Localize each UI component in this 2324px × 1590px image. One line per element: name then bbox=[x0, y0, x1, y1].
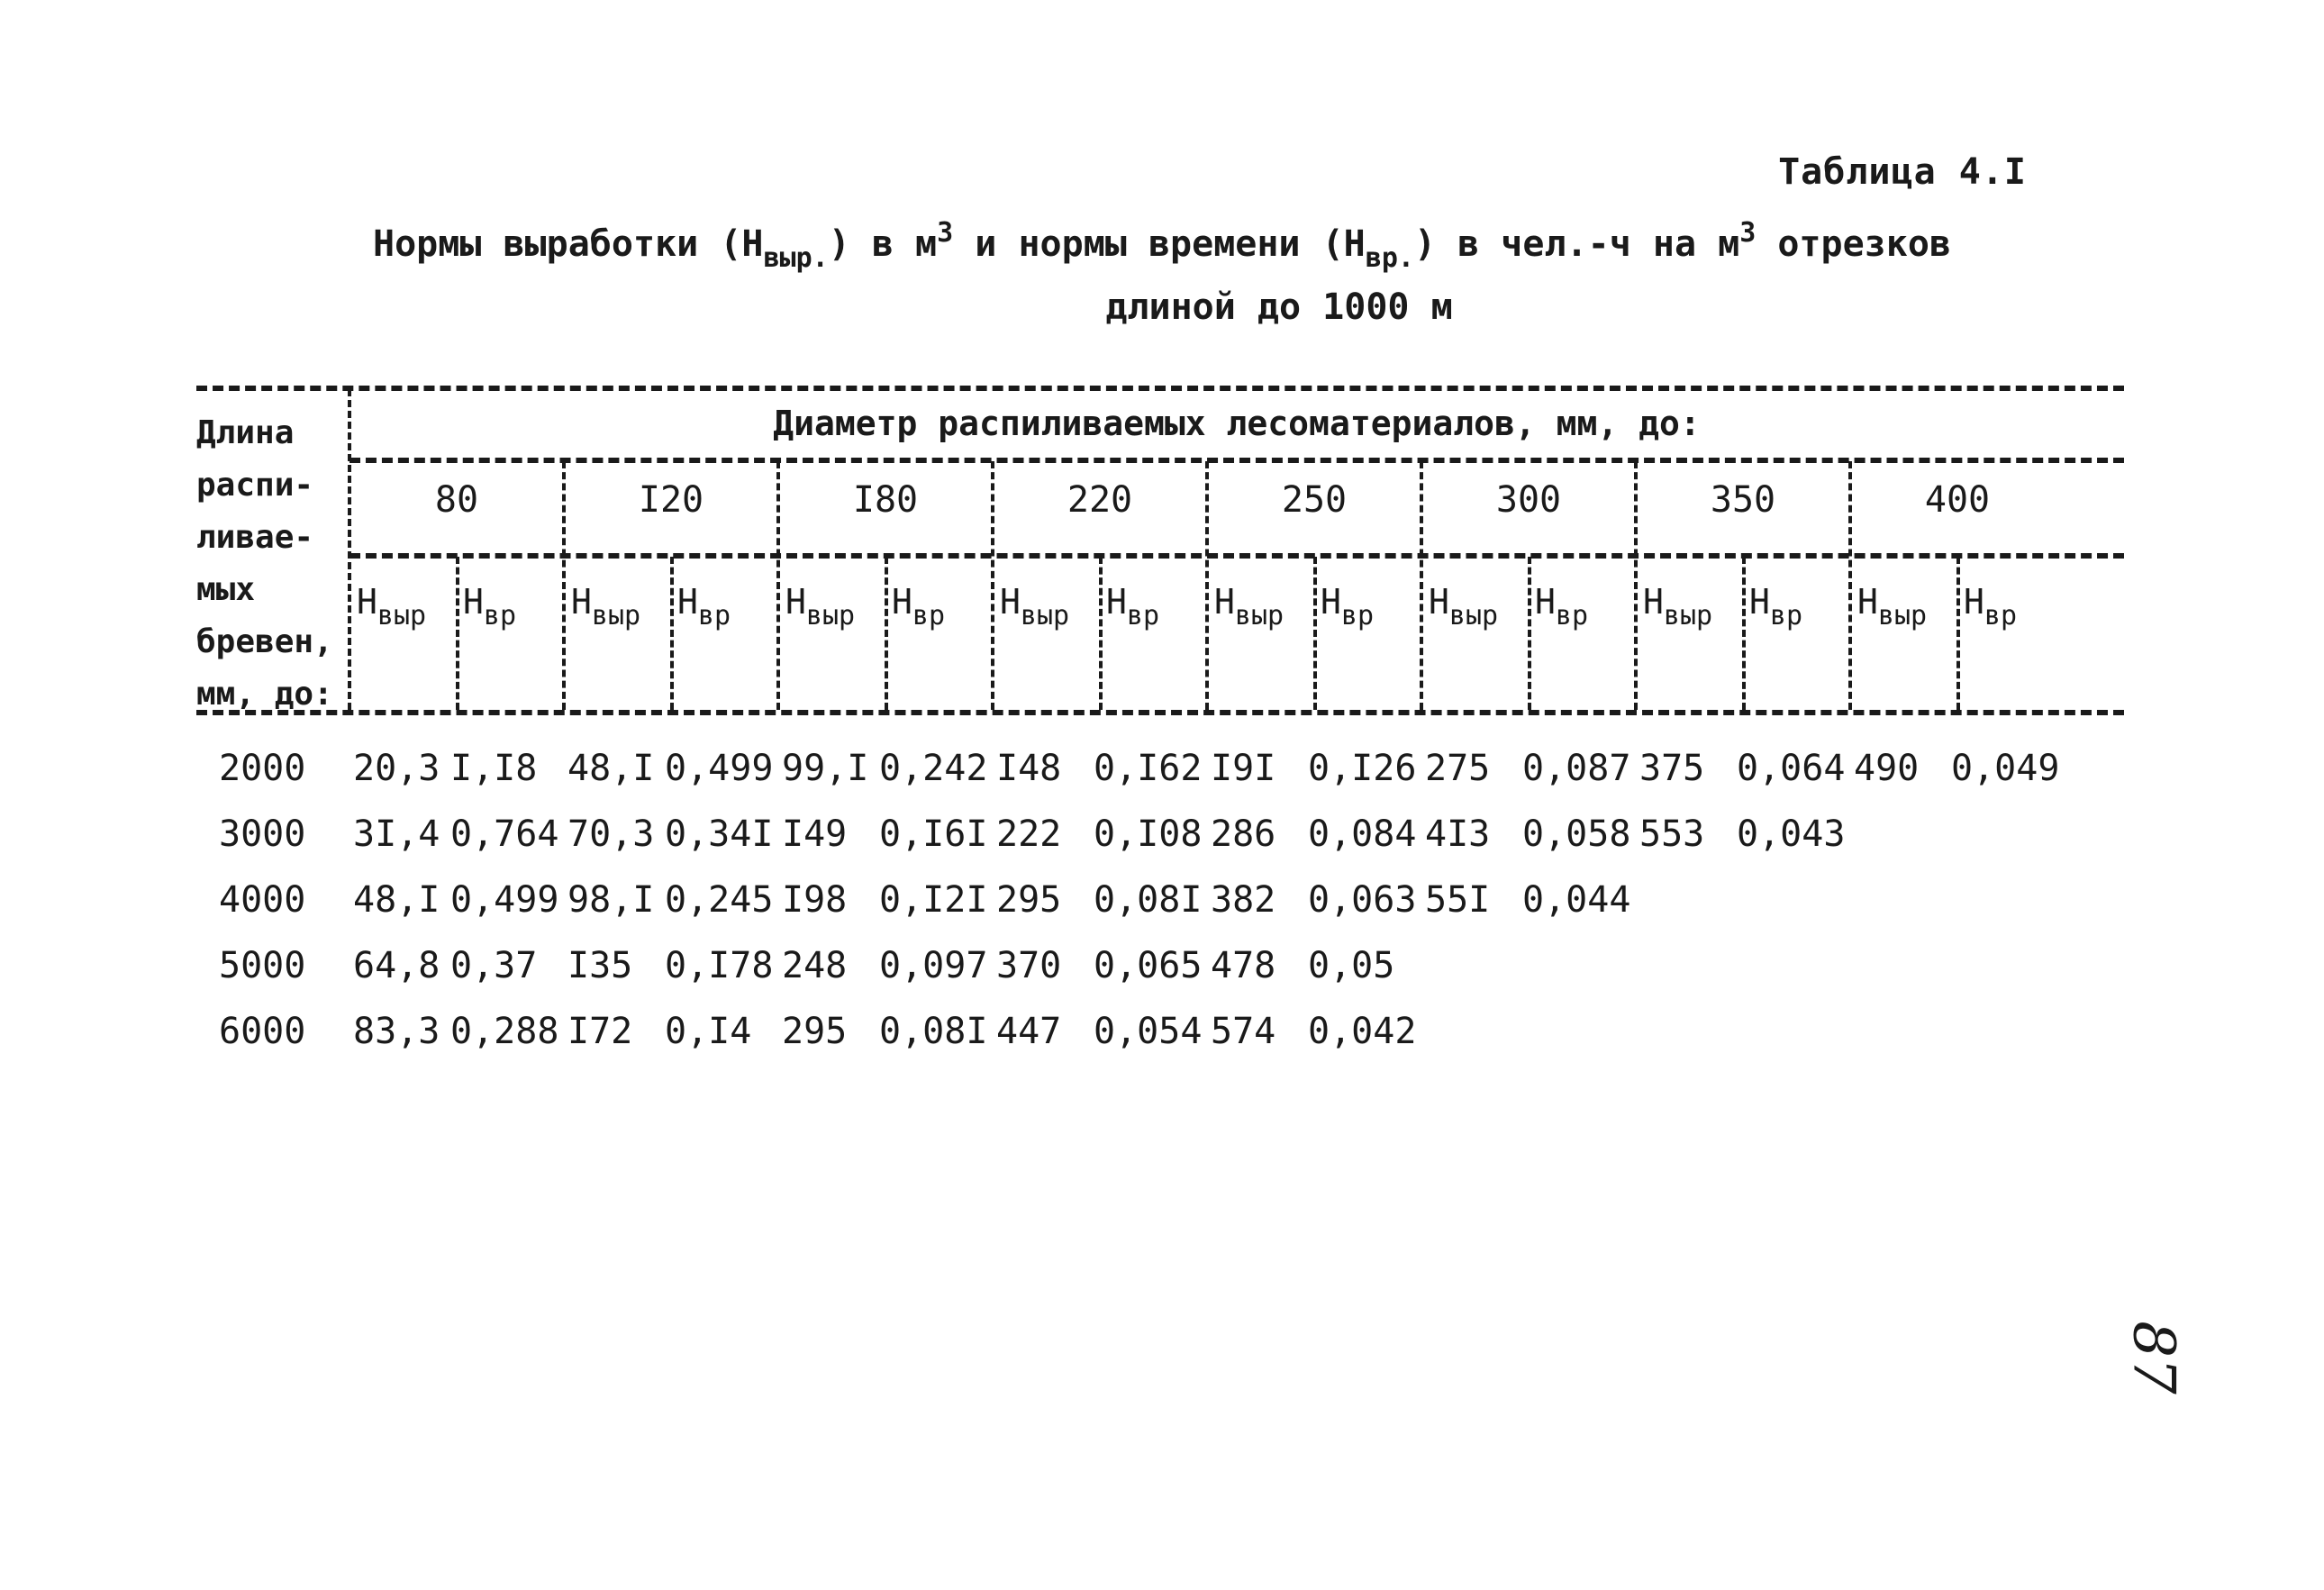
subheader-output-norm bbox=[1643, 582, 1713, 631]
header-rule-sub bbox=[670, 557, 674, 710]
header-rule-sub bbox=[885, 557, 888, 710]
cell-output-norm: I48 bbox=[996, 748, 1062, 789]
subheader-subscript: выр bbox=[377, 600, 427, 631]
cell-time-norm: 0,34I bbox=[665, 813, 774, 855]
row-length: 3000 bbox=[219, 813, 306, 855]
cell-output-norm: 4I3 bbox=[1425, 813, 1491, 855]
title-text: ) в м bbox=[828, 223, 938, 265]
subheader-subscript: выр bbox=[805, 600, 856, 631]
cell-time-norm: I,I8 bbox=[450, 748, 538, 789]
cell-output-norm: I72 bbox=[567, 1011, 633, 1052]
cell-output-norm: 286 bbox=[1211, 813, 1276, 855]
cell-output-norm: 48,I bbox=[567, 748, 655, 789]
subheader-symbol: Н bbox=[1214, 582, 1235, 622]
subheader-time-norm bbox=[1321, 582, 1375, 631]
subheader-subscript: вр bbox=[1340, 600, 1375, 631]
header-stub bbox=[196, 407, 350, 721]
cell-time-norm: 0,054 bbox=[1094, 1011, 1203, 1052]
subheader-subscript: выр bbox=[591, 600, 641, 631]
diameter-header: 300 bbox=[1495, 479, 1562, 521]
subheader-output-norm bbox=[1214, 582, 1285, 631]
subheader-time-norm bbox=[463, 582, 517, 631]
cell-output-norm: I35 bbox=[567, 945, 633, 986]
header-rule-bottom bbox=[196, 710, 2124, 715]
table-title bbox=[0, 214, 2324, 337]
subheader-output-norm bbox=[1429, 582, 1499, 631]
subheader-subscript: выр bbox=[1877, 600, 1928, 631]
header-rule-sub bbox=[1742, 557, 1746, 710]
header-rule-span bbox=[350, 458, 2124, 463]
title-text: Нормы выработки (Н bbox=[372, 223, 764, 265]
cell-output-norm: 64,8 bbox=[353, 945, 440, 986]
subheader-symbol: Н bbox=[1857, 582, 1878, 622]
cell-output-norm: 55I bbox=[1425, 879, 1491, 921]
cell-time-norm: 0,042 bbox=[1308, 1011, 1417, 1052]
cell-time-norm: 0,044 bbox=[1522, 879, 1631, 921]
header-rule-sub bbox=[456, 557, 459, 710]
subheader-symbol: Н bbox=[1964, 582, 1984, 622]
cell-time-norm: 0,37 bbox=[450, 945, 538, 986]
subheader-symbol: Н bbox=[892, 582, 912, 622]
subheader-symbol: Н bbox=[785, 582, 806, 622]
table-row bbox=[196, 945, 2142, 1011]
subheader-symbol: Н bbox=[571, 582, 592, 622]
cell-time-norm: 0,063 bbox=[1308, 879, 1417, 921]
cell-time-norm: 0,764 bbox=[450, 813, 559, 855]
cell-output-norm: 70,3 bbox=[567, 813, 655, 855]
cell-time-norm: 0,I6I bbox=[879, 813, 988, 855]
cell-output-norm: 275 bbox=[1425, 748, 1491, 789]
cell-time-norm: 0,08I bbox=[1094, 879, 1203, 921]
cell-time-norm: 0,245 bbox=[665, 879, 774, 921]
stub-line: мм, до: bbox=[196, 676, 333, 713]
subheader-subscript: вр bbox=[1555, 600, 1589, 631]
subheader-symbol: Н bbox=[357, 582, 377, 622]
subheader-symbol: Н bbox=[1749, 582, 1770, 622]
subheader-symbol: Н bbox=[1535, 582, 1556, 622]
stub-line: распи- bbox=[196, 467, 314, 504]
subheader-subscript: вр bbox=[1126, 600, 1160, 631]
subheader-symbol: Н bbox=[463, 582, 484, 622]
subheader-output-norm bbox=[785, 582, 856, 631]
cell-time-norm: 0,I78 bbox=[665, 945, 774, 986]
table-body bbox=[196, 748, 2142, 1077]
cell-output-norm: 48,I bbox=[353, 879, 440, 921]
cell-time-norm: 0,043 bbox=[1737, 813, 1846, 855]
table-row bbox=[196, 748, 2142, 813]
subheader-subscript: выр bbox=[1663, 600, 1713, 631]
cell-time-norm: 0,242 bbox=[879, 748, 988, 789]
diameter-header: I20 bbox=[638, 479, 704, 521]
cell-output-norm: 295 bbox=[782, 1011, 848, 1052]
cell-output-norm: I9I bbox=[1211, 748, 1276, 789]
cell-output-norm: I98 bbox=[782, 879, 848, 921]
subheader-subscript: вр bbox=[1984, 600, 2018, 631]
cell-time-norm: 0,I08 bbox=[1094, 813, 1203, 855]
table-row bbox=[196, 879, 2142, 945]
row-length: 6000 bbox=[219, 1011, 306, 1052]
subheader-subscript: выр bbox=[1448, 600, 1499, 631]
stub-line: бревен, bbox=[196, 623, 333, 660]
cell-time-norm: 0,087 bbox=[1522, 748, 1631, 789]
subheader-subscript: выр bbox=[1234, 600, 1285, 631]
cell-output-norm: 490 bbox=[1854, 748, 1920, 789]
subheader-output-norm bbox=[357, 582, 427, 631]
cell-time-norm: 0,084 bbox=[1308, 813, 1417, 855]
row-length: 4000 bbox=[219, 879, 306, 921]
cell-output-norm: 295 bbox=[996, 879, 1062, 921]
title-subscript: вр. bbox=[1365, 242, 1414, 274]
cell-output-norm: 98,I bbox=[567, 879, 655, 921]
subheader-subscript: выр bbox=[1020, 600, 1070, 631]
cell-time-norm: 0,058 bbox=[1522, 813, 1631, 855]
diameter-header: 220 bbox=[1067, 479, 1133, 521]
cell-output-norm: 447 bbox=[996, 1011, 1062, 1052]
cell-time-norm: 0,08I bbox=[879, 1011, 988, 1052]
subheader-symbol: Н bbox=[1106, 582, 1127, 622]
diameter-header: 80 bbox=[434, 479, 479, 521]
header-rule-sub bbox=[1099, 557, 1103, 710]
table-label: Таблица 4.I bbox=[1778, 151, 2027, 193]
subheader-time-norm bbox=[1749, 582, 1803, 631]
stub-line: ливае- bbox=[196, 519, 314, 556]
subheader-output-norm bbox=[1857, 582, 1928, 631]
diameter-header: 250 bbox=[1281, 479, 1348, 521]
subheader-time-norm bbox=[1106, 582, 1160, 631]
cell-output-norm: 99,I bbox=[782, 748, 869, 789]
header-rule-diameter bbox=[350, 553, 2124, 559]
page-number: 87 bbox=[2120, 1321, 2187, 1395]
cell-output-norm: 478 bbox=[1211, 945, 1276, 986]
subheader-output-norm bbox=[571, 582, 641, 631]
diameter-header: 400 bbox=[1924, 479, 1991, 521]
subheader-subscript: вр bbox=[912, 600, 946, 631]
cell-time-norm: 0,499 bbox=[450, 879, 559, 921]
subheader-subscript: вр bbox=[697, 600, 731, 631]
cell-output-norm: 553 bbox=[1639, 813, 1705, 855]
title-superscript: 3 bbox=[1739, 217, 1757, 249]
cell-time-norm: 0,499 bbox=[665, 748, 774, 789]
table-row bbox=[196, 813, 2142, 879]
row-length: 2000 bbox=[219, 748, 306, 789]
cell-time-norm: 0,05 bbox=[1308, 945, 1395, 986]
header-span-label: Диаметр распиливаемых лесоматериалов, мм, до: bbox=[773, 404, 1701, 443]
subheader-time-norm bbox=[1535, 582, 1589, 631]
cell-output-norm: 382 bbox=[1211, 879, 1276, 921]
title-text: ) в чел.-ч на м bbox=[1413, 223, 1740, 265]
title-line-1 bbox=[0, 214, 2324, 277]
title-text: и нормы времени (Н bbox=[953, 223, 1366, 265]
subheader-symbol: Н bbox=[1321, 582, 1341, 622]
cell-output-norm: 3I,4 bbox=[353, 813, 440, 855]
diameter-header: 350 bbox=[1710, 479, 1776, 521]
subheader-subscript: вр bbox=[483, 600, 517, 631]
cell-time-norm: 0,064 bbox=[1737, 748, 1846, 789]
title-line-2: длиной до 1000 м bbox=[1105, 286, 1453, 328]
subheader-subscript: вр bbox=[1769, 600, 1803, 631]
cell-output-norm: I49 bbox=[782, 813, 848, 855]
cell-time-norm: 0,049 bbox=[1951, 748, 2060, 789]
subheader-symbol: Н bbox=[677, 582, 698, 622]
row-length: 5000 bbox=[219, 945, 306, 986]
header-rule-sub bbox=[1956, 557, 1960, 710]
header-rule-sub bbox=[1528, 557, 1531, 710]
subheader-time-norm bbox=[892, 582, 946, 631]
subheader-symbol: Н bbox=[1000, 582, 1021, 622]
cell-time-norm: 0,I26 bbox=[1308, 748, 1417, 789]
cell-time-norm: 0,065 bbox=[1094, 945, 1203, 986]
cell-output-norm: 222 bbox=[996, 813, 1062, 855]
cell-time-norm: 0,097 bbox=[879, 945, 988, 986]
subheader-output-norm bbox=[1000, 582, 1070, 631]
title-subscript: выр. bbox=[763, 242, 829, 274]
cell-output-norm: 248 bbox=[782, 945, 848, 986]
subheader-symbol: Н bbox=[1429, 582, 1449, 622]
table-header bbox=[196, 386, 2124, 728]
cell-output-norm: 375 bbox=[1639, 748, 1705, 789]
subheader-time-norm bbox=[1964, 582, 2018, 631]
header-rule-sub bbox=[1313, 557, 1317, 710]
cell-output-norm: 370 bbox=[996, 945, 1062, 986]
header-rule-top bbox=[196, 386, 2124, 391]
stub-line: Длина bbox=[196, 414, 295, 451]
cell-time-norm: 0,I2I bbox=[879, 879, 988, 921]
diameter-header: I80 bbox=[852, 479, 919, 521]
cell-time-norm: 0,I4 bbox=[665, 1011, 752, 1052]
cell-output-norm: 574 bbox=[1211, 1011, 1276, 1052]
cell-time-norm: 0,288 bbox=[450, 1011, 559, 1052]
cell-time-norm: 0,I62 bbox=[1094, 748, 1203, 789]
stub-line: мых bbox=[196, 571, 256, 608]
cell-output-norm: 20,3 bbox=[353, 748, 440, 789]
subheader-symbol: Н bbox=[1643, 582, 1664, 622]
cell-output-norm: 83,3 bbox=[353, 1011, 440, 1052]
title-superscript: 3 bbox=[937, 217, 954, 249]
subheader-time-norm bbox=[677, 582, 731, 631]
title-text: отрезков bbox=[1756, 223, 1951, 265]
table-row bbox=[196, 1011, 2142, 1077]
